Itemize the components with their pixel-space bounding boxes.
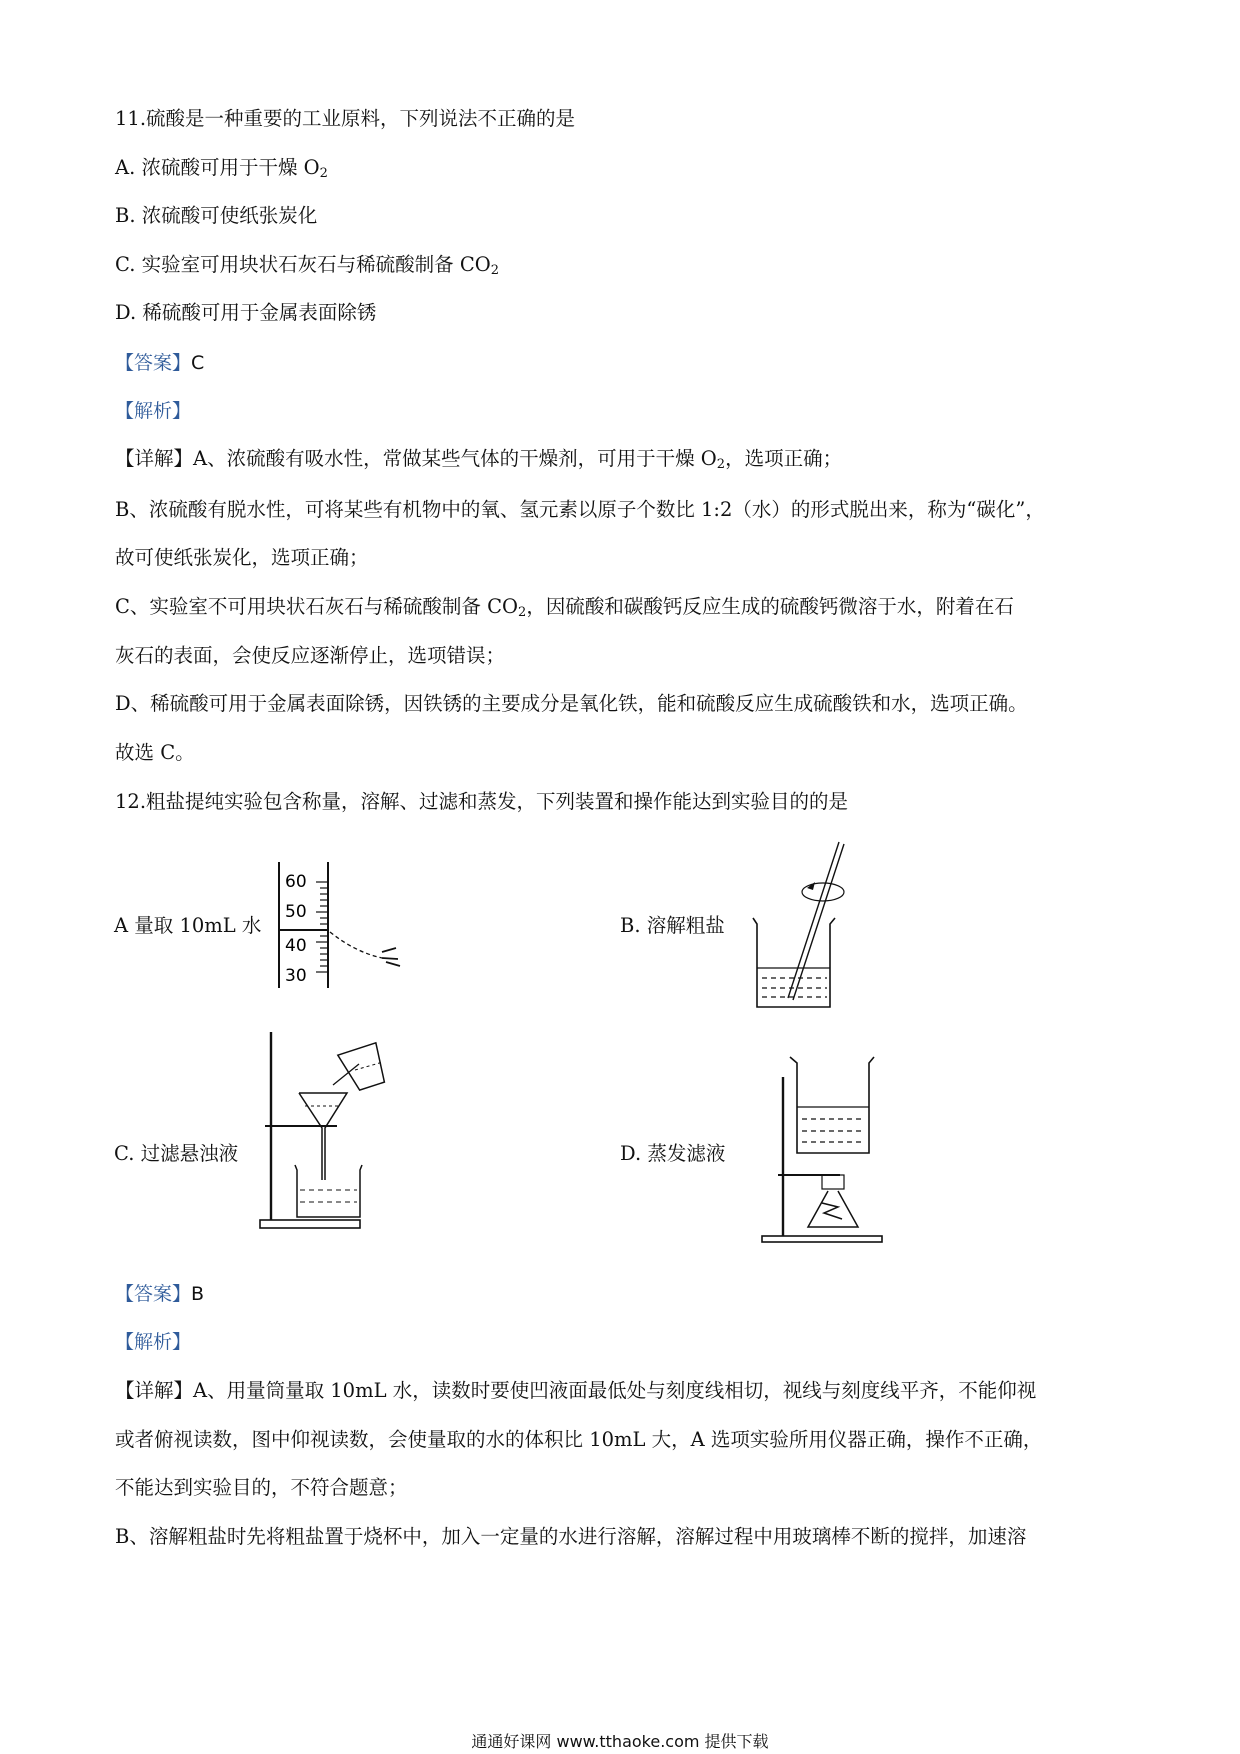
eye-icon: [382, 948, 400, 966]
evaporation-figure: [760, 1055, 890, 1255]
page-footer: 通通好课网 www.tthaoke.com 提供下载: [471, 1732, 769, 1751]
q11-option-a: A. 浓硫酸可用于干燥 $O_2$: [115, 156, 328, 181]
q11-option-d: D. 稀硫酸可用于金属表面除锈: [115, 301, 377, 324]
cylinder-tick-label: 60: [285, 872, 307, 892]
q11-analysis-tag: 【解析】: [115, 400, 192, 422]
q11-detail-1: 【详解】A、浓硫酸有吸水性，常做某些气体的干燥剂，可用于干燥 $O_2$，选项正确；: [115, 447, 843, 472]
q11-option-c: C. 实验室可用块状石灰石与稀硫酸制备 $CO_2$: [115, 253, 500, 278]
q11-detail-7: 故选 C。: [115, 741, 195, 764]
q11-detail-5: 灰石的表面，会使反应逐渐停止，选项错误；: [115, 644, 506, 667]
q11-option-b: B. 浓硫酸可使纸张炭化: [115, 204, 318, 227]
q11-detail-2: B、浓硫酸有脱水性，可将某些有机物中的氧、氢元素以原子个数比 1:2（水）的形式脱出来，称为“碳化”，: [115, 498, 1045, 521]
q12-detail-3: 不能达到实验目的，不符合题意；: [115, 1476, 408, 1499]
q12-option-d: D. 蒸发滤液: [620, 1142, 726, 1165]
q11-stem: 11.硫酸是一种重要的工业原料，下列说法不正确的是: [115, 107, 576, 130]
q11-detail-3: 故可使纸张炭化，选项正确；: [115, 546, 369, 569]
filtration-figure: [255, 1030, 405, 1235]
q12-detail-1: 【详解】A、用量筒量取 10mL 水，读数时要使凹液面最低处与刻度线相切，视线与刻度线平齐，不能仰视: [115, 1379, 1037, 1402]
q11-detail-4: C、实验室不可用块状石灰石与稀硫酸制备 $CO_2$，因硫酸和碳酸钙反应生成的硫酸钙微溶于水，附着在石: [115, 595, 1014, 620]
q11-answer: 【答案】C: [115, 352, 205, 374]
q12-option-b: B. 溶解粗盐: [620, 914, 725, 937]
q12-stem: 12.粗盐提纯实验包含称量，溶解、过滤和蒸发，下列装置和操作能达到实验目的的是: [115, 790, 849, 813]
q12-answer: 【答案】B: [115, 1283, 205, 1305]
q12-detail-2: 或者俯视读数，图中仰视读数，会使量取的水的体积比 10mL 大，A 选项实验所用仪器正确，操作不正确，: [115, 1428, 1043, 1451]
q12-analysis-tag: 【解析】: [115, 1331, 192, 1353]
q12-option-c: C. 过滤悬浊液: [114, 1142, 239, 1165]
cylinder-tick-label: 30: [285, 966, 307, 986]
q12-option-a: A 量取 10mL 水: [114, 914, 262, 937]
cylinder-tick-label: 40: [285, 936, 307, 956]
graduated-cylinder-figure: [270, 860, 420, 1000]
cylinder-tick-label: 50: [285, 902, 307, 922]
q12-detail-4: B、溶解粗盐时先将粗盐置于烧杯中，加入一定量的水进行溶解，溶解过程中用玻璃棒不断的搅拌，加速溶: [115, 1525, 1027, 1548]
q11-detail-6: D、稀硫酸可用于金属表面除锈，因铁锈的主要成分是氧化铁，能和硫酸反应生成硫酸铁和水，选项正确。: [115, 692, 1028, 715]
beaker-dissolve-figure: [745, 840, 855, 1015]
